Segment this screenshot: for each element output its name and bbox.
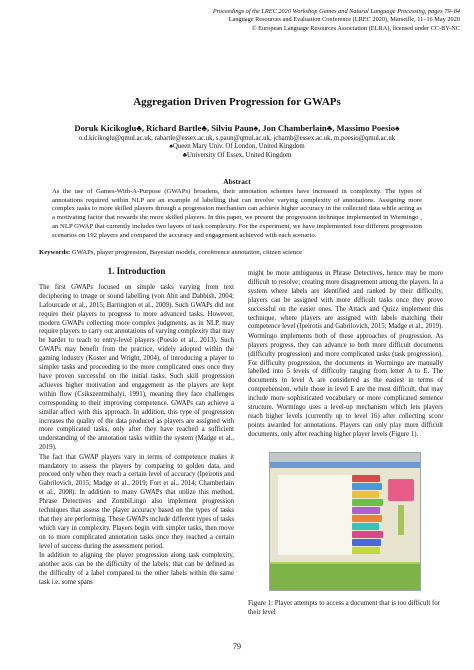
book-icon	[352, 531, 383, 538]
paragraph: The first GWAPs focused on simple tasks varying from text deciphering to image or sound labelling (von Ahn and Dabbish, 2004; Lafourcade et al., 2015; Barrington et al., 2009). Such GWAPs did not require their players to progress to more advanced tasks. However, modern GWAPs collecting more complex judgments, as in NLP, may require players to carry out annotations of varying complexity that may be harder to teach to entry-level players (Poesio et al., 2013). Such GWAPs may benefit from the practice, widely adopted within the gaming industry (Koster and Wright, 2004), of introducing a player to simpler tasks and proceeding to the more complicated ones once they have proven successful on the initial tasks. Such skill progression achieves higher motivation and engagement as the players are kept within flow (Csikszentmihalyi, 1991), meaning they face challenges corresponding to their improving competence. GWAPs can achieve a similar affect with this approach. In addition, this type of progression increases the quality of the data produced as players are assigned with more complicated tasks, only after they have reached a sufficient understanding of the annotation tasks within the system (Madge et al., 2019).	[39, 283, 234, 452]
book-icon	[352, 523, 379, 530]
game-bookshelf	[352, 475, 384, 561]
keywords-text: GWAPs, player progression, Bayesian models, coreference annotation, citizen science	[71, 249, 303, 256]
game-ground	[270, 564, 420, 590]
paper-title: Aggregation Driven Progression for GWAPs	[133, 96, 341, 108]
keywords	[39, 249, 439, 258]
locked-document-icon	[388, 479, 414, 501]
paragraph: The fact that GWAP players vary in terms of competence makes it mandatory to assess the players by comparing to golden data, and proceed only when they reach a certain level of accuracy (Ipeirotis and Gabrilovich, 2015; Madge et al., 2019; Fort et al., 2014; Chamberlain et al., 2008). In addition to many GWAPs that utilize this method, Phrase Detectives and ZombiLingo also implement progression techniques that assess the player accuracy based on the types of tasks that they are performing. These GWAPs include different types of tasks which vary in complexity. Players begin with simpler tasks, then move on to more complicated annotation tasks once they reached a certain level of success during the assessment period.	[39, 453, 234, 550]
book-icon	[352, 499, 383, 506]
book-icon	[352, 539, 381, 546]
paragraph: In addition to aligning the player progression along task complexity, another axis can be the difficulty of the labels; that can be defined as the difficulty of a label compared to the other labels within the same task i.e. some spans	[39, 552, 234, 586]
game-title-bar	[270, 462, 420, 468]
page-number: 79	[233, 642, 241, 651]
proceedings-header	[130, 8, 460, 33]
affiliation-essex: ♣University Of Essex, United Kingdom	[182, 152, 292, 160]
abstract-heading: Abstract	[223, 177, 251, 186]
book-icon	[352, 483, 382, 490]
proceedings-line: Proceedings of the LREC 2020 Workshop Games and Natural Language Processing, pages 79–84	[212, 8, 460, 15]
book-icon	[352, 515, 382, 522]
right-column	[248, 270, 443, 440]
book-icon	[352, 475, 380, 482]
abstract-text: As the use of Games-With-A-Purpose (GWAPs) broadens, their annotation schemes have increased in complexity. The types of annotations required within NLP are an example of labelling that can involve varying complexity of annotations. Assigning more complex tasks to more skilled players through a progression mechanism can achieve higher accuracy in the collected data while acting as a motivating factor that rewards the more skilled players. In this paper, we present the progression technique implemented in Wormingo , an NLP GWAP that currently includes two layers of task complexity. For the experiment, we have implemented four different progression scenarios on 192 players and compared the accuracy and engagement achieved with each scenario.	[52, 188, 422, 239]
book-icon	[352, 491, 379, 498]
book-icon	[352, 507, 380, 514]
book-icon	[352, 547, 380, 554]
author-names: Doruk Kicikoglu♣, Richard Bartle♣, Silviu Paun♠, Jon Chamberlain♣, Massimo Poesio♠	[74, 123, 400, 133]
section-heading-introduction: 1. Introduction	[107, 266, 166, 276]
figure-caption: Figure 1: Player attempts to access a document that is too difficult for their level	[248, 600, 440, 616]
license-line: © European Language Resources Association (ELRA), licensed under CC-BY-NC	[251, 24, 460, 32]
left-column	[39, 267, 234, 588]
game-top-bar	[270, 453, 420, 462]
author-emails: o.d.kicikoglu@qmul.ac.uk, rabartle@essex.ac.uk, s.paun@qmul.ac.uk, jchamb@essex.ac.uk, m.poesio@qmul.ac.uk	[78, 134, 396, 142]
keywords-label: Keywords:	[39, 249, 71, 256]
paragraph: Wormingo implements both of these approaches of progression. As players progress, they can advance to both more difficult documents (difficulty progression) and more complicated tasks (task progression). For difficulty progression, the documents in Wormingo are manually labelled into 5 levels of difficulty ranging from letter A to E. The documents in level A are considered as the easiest in terms of comprehension, while those in level E are the most difficult, that may include more sophisticated vocabulary or more complicated sentence structure. Wormingo uses a level-up mechanism which lets players reach higher levels (currently up to level 16) after collecting score points awarded for annotations. Players can only play more difficult documents, only after reaching higher player levels (Figure 1).	[248, 332, 443, 438]
figure-game-screenshot	[269, 452, 421, 591]
game-document-panel	[278, 475, 352, 555]
worm-character-icon	[398, 505, 404, 535]
conference-line: Language Resources and Evaluation Conference (LREC 2020), Marseille, 11–16 May 2020	[228, 16, 460, 24]
author-block	[0, 124, 474, 161]
paragraph: might be more ambiguous in Phrase Detectives, hence may be more difficult to resolve; creating more disagreement among the players. In a system where labels are identified and ranked by their difficulty, players can be assigned with more difficult tasks once they prove successful on the easier ones. The Attack and Quizz implement this technique, where players are assigned with labels matching their competence level (Ipeirotis and Gabrilovich, 2015; Madge et al., 2019).	[248, 270, 443, 331]
affiliation-qmul: ♠Queen Mary Univ. Of London, United Kingdom	[169, 143, 305, 151]
